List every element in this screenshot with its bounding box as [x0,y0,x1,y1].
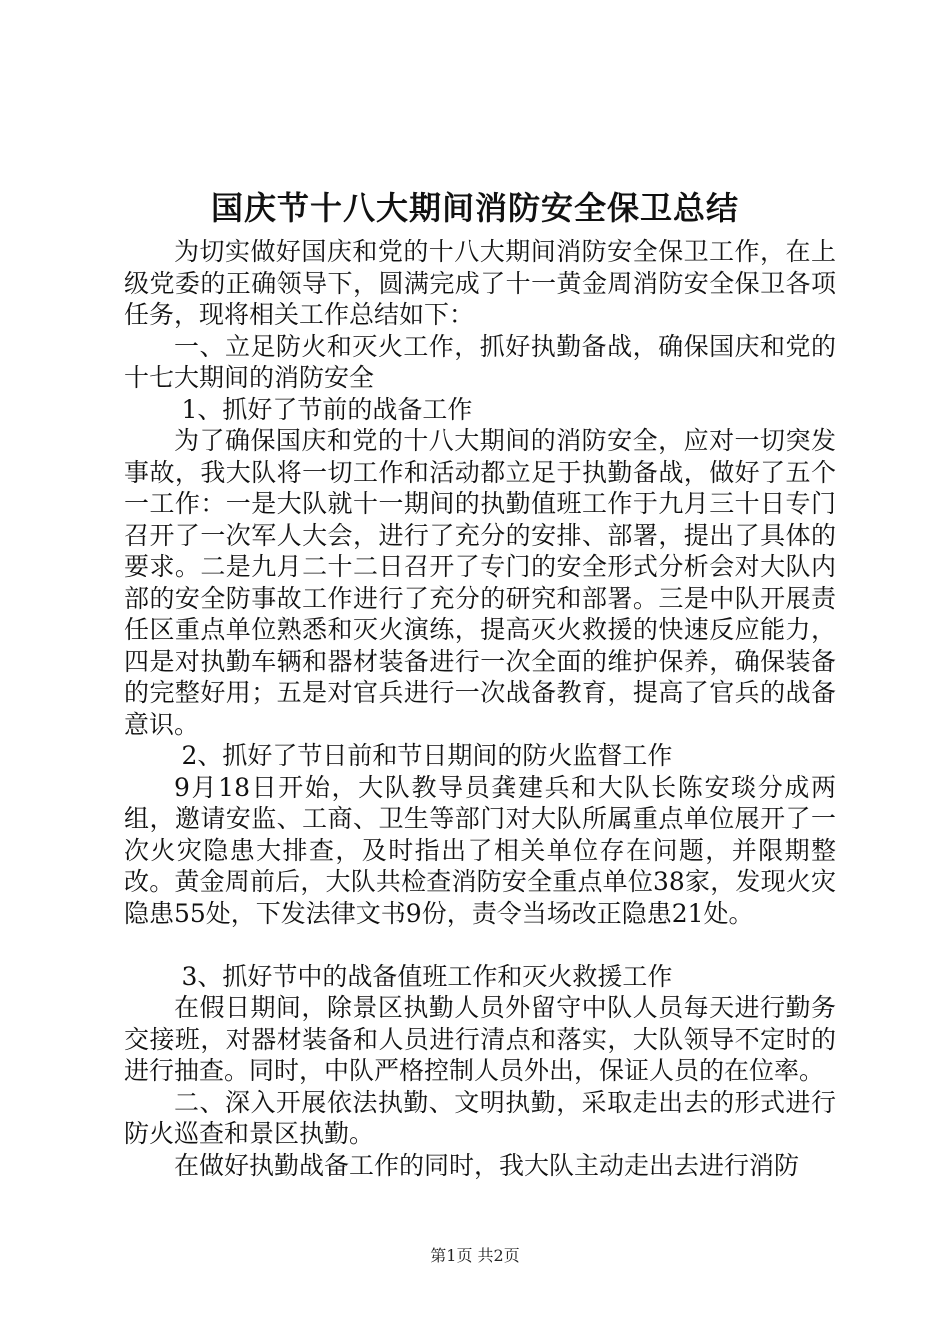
document-body [124,236,836,1181]
document-title: 国庆节十八大期间消防安全保卫总结 [210,189,739,227]
body-paragraph-4: 在做好执勤战备工作的同时，我大队主动走出去进行消防 [174,1150,800,1180]
paragraph-spacer [124,929,836,961]
subsection-heading-1: 1、抓好了节前的战备工作 [181,394,473,424]
body-paragraph-3: 在假日期间，除景区执勤人员外留守中队人员每天进行勤务交接班，对器材装备和人员进行清点和落实，大队领导不定时的进行抽查。同时，中队严格控制人员外出，保证人员的在位率。 [124,993,836,1085]
body-paragraph-2: 9月18日开始，大队教导员龚建兵和大队长陈安琰分成两组，邀请安监、工商、卫生等部门对大队所属重点单位展开了一次火灾隐患大排查，及时指出了相关单位存在问题，并限期整改。黄金周前后，大队共检查消防安全重点单位38家，发现火灾隐患55处，下发法律文书9份，责令当场改正隐患21处。 [124,772,836,928]
intro-paragraph: 为切实做好国庆和党的十八大期间消防安全保卫工作，在上级党委的正确领导下，圆满完成了十一黄金周消防安全保卫各项任务，现将相关工作总结如下： [124,237,836,329]
subsection-heading-2: 2、抓好了节日前和节日期间的防火监督工作 [181,741,673,770]
section-heading-2: 二、深入开展依法执勤、文明执勤，采取走出去的形式进行防火巡查和景区执勤。 [124,1087,836,1148]
section-heading-1: 一、立足防火和灭火工作，抓好执勤备战，确保国庆和党的十七大期间的消防安全 [124,331,836,392]
page-number-footer: 第1页 共2页 [430,1246,520,1265]
subsection-heading-3: 3、抓好节中的战备值班工作和灭火救援工作 [181,961,673,991]
body-paragraph-1: 为了确保国庆和党的十八大期间的消防安全，应对一切突发事故，我大队将一切工作和活动都立足于执勤备战，做好了五个一工作：一是大队就十一期间的执勤值班工作于九月三十日专门召开了一次军人大会，进行了充分的安排、部署，提出了具体的要求。二是九月二十二日召开了专门的安全形式分析会对大队内部的安全防事故工作进行了充分的研究和部署。三是中队开展责任区重点单位熟悉和灭火演练，提高灭火救援的快速反应能力，四是对执勤车辆和器材装备进行一次全面的维护保养，确保装备的完整好用；五是对官兵进行一次战备教育，提高了官兵的战备意识。 [124,426,836,739]
